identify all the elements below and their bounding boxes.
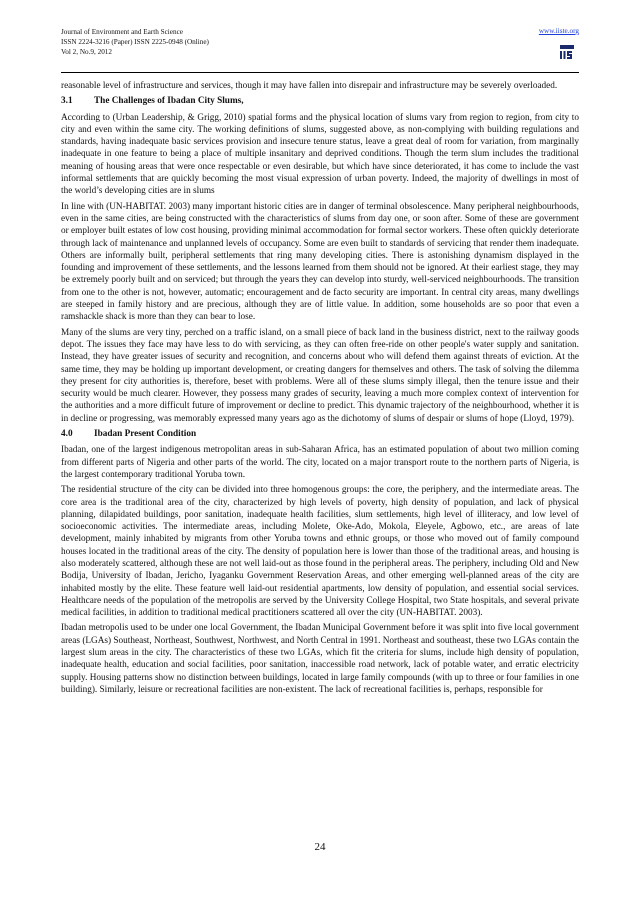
journal-volume: Vol 2, No.9, 2012 — [61, 48, 112, 56]
journal-issn: ISSN 2224-3216 (Paper) ISSN 2225-0948 (Online) — [61, 38, 209, 46]
header-rule — [61, 72, 579, 73]
page-header — [61, 0, 579, 78]
iiste-logo-icon — [557, 42, 577, 62]
section-number: 4.0 — [61, 429, 73, 440]
section-title: The Challenges of Ibadan City Slums, — [94, 96, 244, 107]
paragraph: In line with (UN-HABITAT. 2003) many important historic cities are in danger of terminal obsolescence. Many peripheral neighbourhoods, even in the same cities, are being constructed with the characteristics of slums from day one, or soon after. Some of these are government or employer built estates of low cost housing, providing minimal accommodation for formal sector workers. These often quickly deteriorate through lack of maintenance and unplanned levels of occupancy. Some are even built to standards of servicing that render them inadequate. Others are informally built, peripheral settlements that ring many developing cities. There is astonishing dynamism displayed in the founding and improvement of these settlements, and the lessons learned from them should not be ignored. At their earliest stage, they may be extremely poorly built and on serviced; but through the years they can develop into sturdy, well-serviced neighbourhoods. The transition from one to the other is not, however, automatic; encouragement and de facto security are important. In central city areas, many dwellings are steeped in family history and are precious, although they are of little value. In addition, some households are so poor that even a ramshackle shack is more than they can bear to lose. — [61, 201, 579, 323]
paragraph: The residential structure of the city can be divided into three homogenous groups: the core, the periphery, and the intermediate areas. The core area is the traditional area of the city, characterized by high levels of poverty, high density of population, and lack of physical planning, dilapidated buildings, poor sanitation, inadequate health facilities, slum settlements, high level of illiteracy, and low level of socioeconomic activities. The intermediate areas, including Molete, Oke-Ado, Mokola, Eleyele, Agbowo, etc., are areas of late development, mainly inhabited by migrants from other Yoruba towns and ethnic groups, or those who moved out of family compound houses located in the traditional areas of the city. The density of population here is lower than those of the traditional areas, and housing is also moderately scattered, although these are not well laid-out as those found in the peripheral areas. The periphery, including Old and New Bodija, University of Ibadan, Jericho, Iyaganku Government Reservation Areas, and other emerging well-planned areas of the city are inhabited mostly by the elite. These feature well laid-out residential apartments, low density of population, and essential social services. Healthcare needs of the population of the metropolis are served by the University College Hospital, two State hospitals, and several private medical facilities, in addition to traditional medical practitioners scattered all over the city (UN-HABITAT. 2003). — [61, 485, 579, 619]
paragraph: Many of the slums are very tiny, perched on a traffic island, on a small piece of back land in the business district, next to the railway goods depot. The issues they face may have less to do with servicing, as they can often free-ride on other people's water supply and sanitation. Instead, they have greater issues of security and recognition, and concerns about who will defend them against threats of eviction. At the same time, they may be holding up important development, or creating dangers for themselves and others. The task of solving the dilemma they present for city authorities is, therefore, beset with problems. Were all of these slums simply illegal, then the tenure issue and their security would be much clearer. However, they possess many grades of security, leaving a much more complex context of intervention for the authorities and a more difficult future of improvement or decline to predict. This dynamic trajectory of the neighbourhood, whether it is in decline or progressing, was memorably expressed many years ago as the dichotomy of slums of despair or slums of hope (Lloyd, 1979). — [61, 327, 579, 424]
paragraph: Ibadan, one of the largest indigenous metropolitan areas in sub-Saharan Africa, has an estimated population of about two million coming from different parts of Nigeria and other parts of the world. The city, located on a major transport route to the northern parts of Nigeria, is the largest contemporary traditional Yoruba town. — [61, 445, 579, 480]
page-number: 24 — [314, 841, 326, 853]
journal-website-link[interactable]: www.iiste.org — [538, 27, 579, 35]
section-number: 3.1 — [61, 96, 73, 107]
section-heading-3-1 — [61, 95, 579, 107]
section-title: Ibadan Present Condition — [94, 429, 197, 440]
paragraph: According to (Urban Leadership, & Grigg, 2010) spatial forms and the physical location of slums vary from region to region, from city to city and even within the same city. The working definitions of slums, suggested above, as non-complying with building regulations and standards, having inadequate basic services provision and insecure tenure status, leave a great deal of room for variation, from marginally inadequate in one feature to being a place of multiple insanitary and deprived conditions. Though the term slum includes the traditional meaning of housing areas that were once respectable or even desirable, but which have since deteriorated, it has come to include the vast informal settlements that are quickly becoming the most visual expression of urban poverty. Indeed, the majority of dwellings in most of the world’s developing cities are in slums — [61, 112, 579, 197]
journal-page — [61, 0, 579, 853]
article-body — [61, 80, 579, 699]
paragraph: reasonable level of infrastructure and services, though it may have fallen into disrepair and infrastructure may be severely overloaded. — [61, 81, 558, 91]
paragraph: Ibadan metropolis used to be under one local Government, the Ibadan Municipal Government before it was split into five local government areas (LGAs) Southeast, Northeast, Southwest, Northwest, and North Central in 1991. Northeast and southeast, these two LGAs contain the largest slum areas in the city. The characteristics of these two LGAs, which fit the criteria for slums, include high density of population, inadequate health, education and social facilities, poor sanitation, inaccessible road network, lack of potable water, and erratic electricity supply. Housing patterns show no distinction between buildings, located in large family compounds (with up to three or four families in one building). Similarly, leisure or recreational facilities are non-existent. The lack of recreational facilities is, perhaps, responsible for — [61, 623, 579, 695]
journal-info — [61, 27, 209, 57]
journal-title: Journal of Environment and Earth Science — [61, 28, 183, 36]
section-heading-4-0 — [61, 428, 579, 440]
